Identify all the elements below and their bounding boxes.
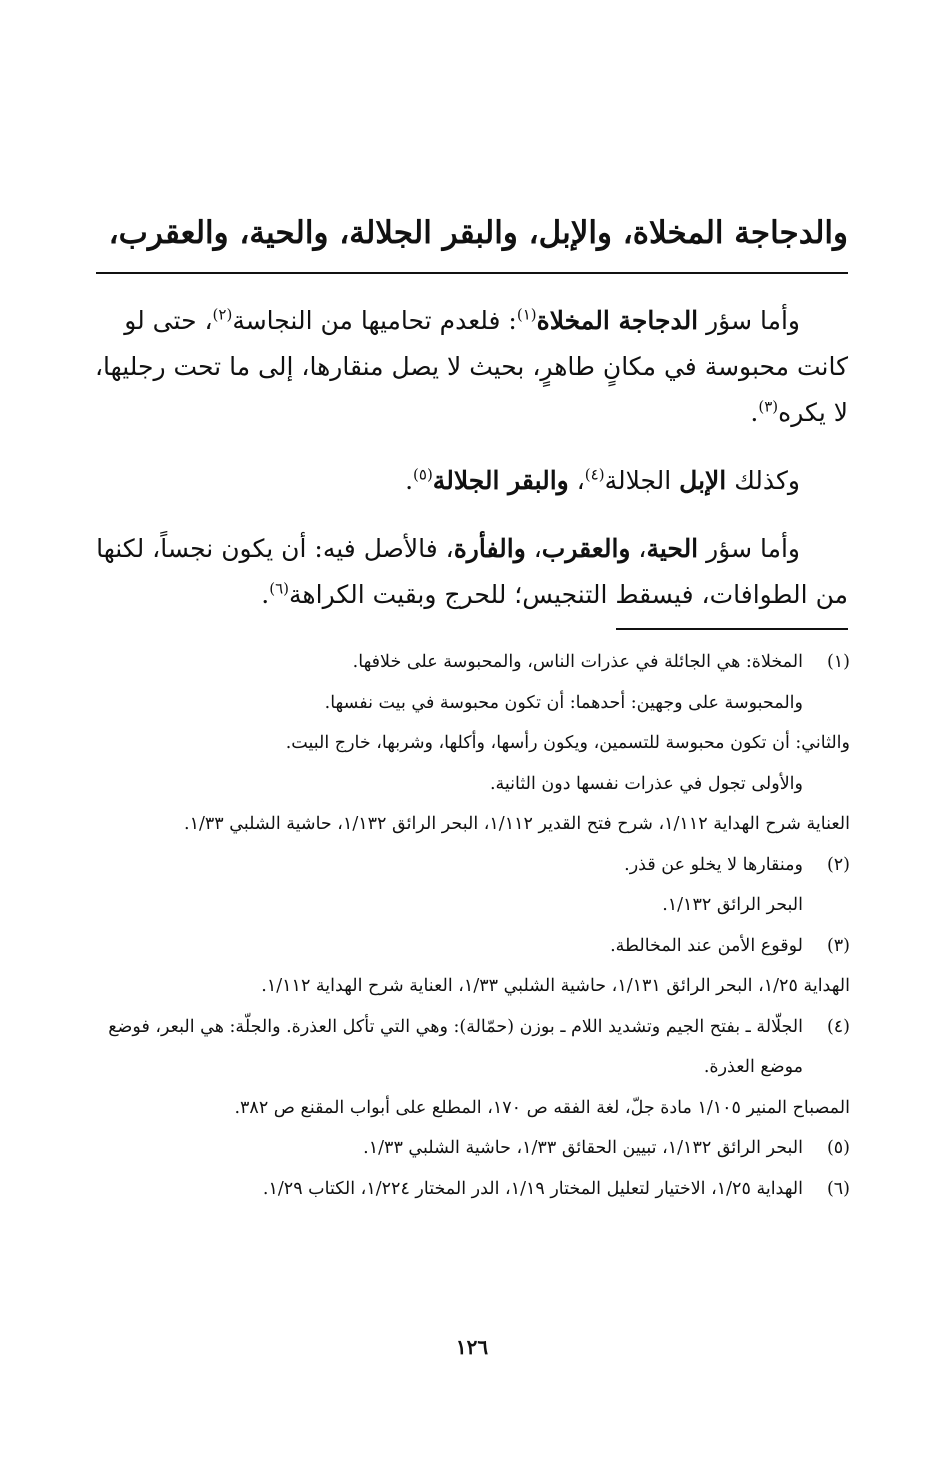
- bold-term: الدجاجة المخلاة: [536, 306, 699, 335]
- paragraph-camels: [88, 458, 848, 504]
- footnote-line: الهداية ١/٢٥، الاختيار لتعليل المختار ١/١٩، الدر المختار ١/٢٢٤، الكتاب ١/٢٩.: [262, 1178, 803, 1199]
- bold-term: والعقرب: [541, 534, 631, 563]
- footnote-5: [90, 1128, 850, 1169]
- text-span: .: [261, 580, 270, 609]
- text-span: ، حتى لو كانت محبوسة في مكانٍ طاهرٍ، بحيث لا يصل منقارها، إلى ما تحت رجليها، لا يكره: [94, 306, 848, 427]
- footnote-3: [90, 926, 850, 1007]
- footnotes: [90, 642, 850, 1209]
- text-span: الجلالة: [604, 466, 680, 495]
- paragraph-snake: [88, 526, 848, 618]
- footnote-line: والأولى تجول في عذرات نفسها دون الثانية.: [489, 773, 803, 794]
- footnote-6: [90, 1169, 850, 1210]
- footnote-1: [90, 642, 850, 845]
- footnote-line: ومنقارها لا يخلو عن قذر.: [624, 854, 803, 875]
- text-span: وأما سؤر: [698, 534, 800, 563]
- footnote-line: الجلّالة ـ بفتح الجيم وتشديد اللام ـ بوزن (حمّالة): وهي التي تأكل العذرة. والجلّة: هي البعر، فوضع موضع العذرة.: [108, 1016, 803, 1077]
- running-header-title: والدجاجة المخلاة، والإبل، والبقر الجلالة، والحية، والعقرب،: [108, 215, 848, 251]
- footnote-line: البحر الرائق ١/١٣٢.: [662, 895, 803, 915]
- footnote-ref[interactable]: (٦): [269, 579, 290, 598]
- footnote-ref[interactable]: (٥): [413, 465, 433, 484]
- footnote-divider: [616, 628, 848, 630]
- text-span: ،: [630, 534, 647, 563]
- bold-term: والبقر الجلالة: [432, 466, 569, 495]
- bold-term: والفأرة: [453, 534, 526, 563]
- footnote-line: والمحبوسة على وجهين: أحدهما: أن تكون محبوسة في بيت نفسها.: [324, 692, 803, 713]
- footnote-ref[interactable]: (١): [516, 305, 537, 324]
- text-span: : فلعدم تحاميها من النجاسة: [232, 306, 517, 335]
- footnote-number: (٢): [826, 854, 850, 875]
- header-divider: [96, 272, 848, 274]
- footnote-ref[interactable]: (٢): [212, 305, 233, 324]
- text-span: ،: [525, 534, 542, 563]
- text-span: ، فالأصل فيه: أن يكون نجساً، لكنها من الطوافات، فيسقط التنجيس؛ للحرج وبقيت الكراهة: [96, 534, 848, 609]
- footnote-number: (٥): [826, 1138, 850, 1158]
- footnote-ref[interactable]: (٣): [758, 397, 779, 416]
- footnote-line: العناية شرح الهداية ١/١١٢، شرح فتح القدير ١/١١٢، البحر الرائق ١/١٣٢، حاشية الشلبي ١/٣٣.: [183, 814, 850, 834]
- bold-term: الحية: [646, 534, 699, 563]
- footnote-line: المصباح المنير ١/١٠٥ مادة جلّ، لغة الفقه ص ١٧٠، المطلع على أبواب المقنع ص ٣٨٢.: [234, 1097, 850, 1118]
- footnote-line: والثاني: أن تكون محبوسة للتسمين، ويكون رأسها، وأكلها، وشربها، خارج البيت.: [285, 733, 850, 753]
- footnote-number: (١): [826, 652, 850, 672]
- footnote-line: الهداية ١/٢٥، البحر الرائق ١/١٣١، حاشية الشلبي ١/٣٣، العناية شرح الهداية ١/١١٢.: [261, 976, 850, 996]
- main-text: [88, 298, 848, 618]
- footnote-ref[interactable]: (٤): [584, 465, 605, 484]
- footnote-number: (٦): [826, 1178, 850, 1199]
- text-span: وكذلك: [726, 466, 800, 495]
- text-span: .: [750, 398, 759, 427]
- footnote-number: (٣): [826, 935, 850, 956]
- footnote-line: لوقوع الأمن عند المخالطة.: [610, 935, 803, 956]
- footnote-4: [90, 1007, 850, 1129]
- footnote-2: [90, 845, 850, 926]
- footnote-number: (٤): [826, 1016, 850, 1037]
- text-span: ،: [568, 466, 585, 495]
- bold-term: الإبل: [679, 466, 727, 495]
- footnote-line: المخلاة: هي الجائلة في عذرات الناس، والمحبوسة على خلافها.: [352, 652, 803, 672]
- text-span: وأما سؤر: [698, 306, 800, 335]
- page-number: ١٢٦: [455, 1335, 489, 1359]
- text-span: .: [405, 466, 414, 495]
- footnote-line: البحر الرائق ١/١٣٢، تبيين الحقائق ١/٣٣، حاشية الشلبي ١/٣٣.: [363, 1138, 803, 1158]
- paragraph-chicken: [88, 298, 848, 436]
